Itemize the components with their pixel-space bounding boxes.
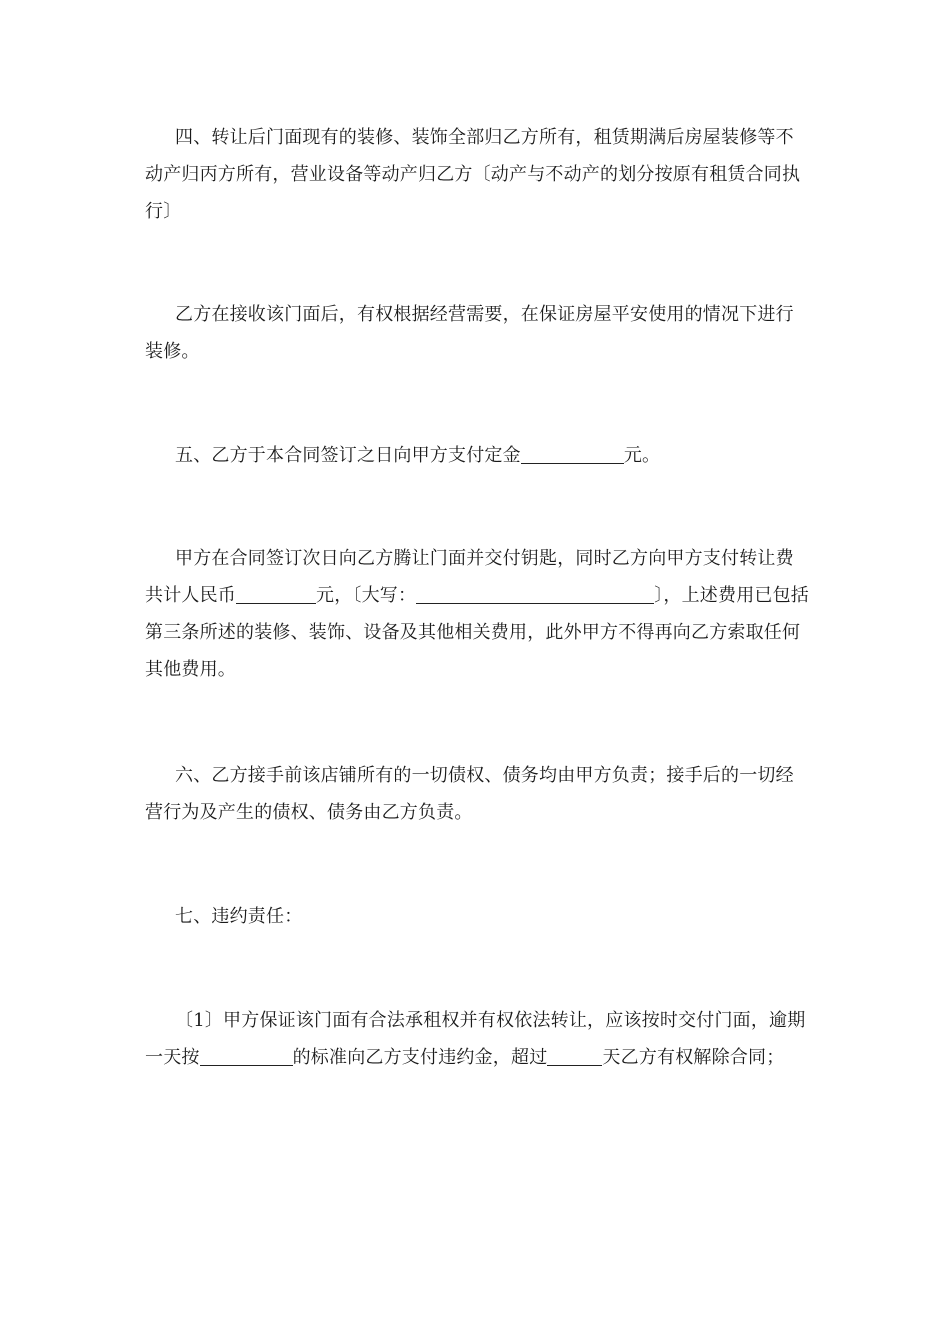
- clause-7-1: [145, 1002, 810, 1076]
- penalty-rate-blank: [200, 1043, 293, 1066]
- overdue-days-blank: [547, 1043, 602, 1066]
- transfer-fee-amount-blank: [236, 581, 316, 604]
- clause-4-renovation: 乙方在接收该门面后，有权根据经营需要，在保证房屋平安使用的情况下进行装修。: [145, 304, 794, 362]
- clause-7-1-text-2: 的标准向乙方支付违约金，超过: [292, 1047, 548, 1068]
- clause-5-deposit: [145, 437, 810, 474]
- transfer-fee-text-1: 甲方在合同签订次日向乙方腾让门面并交付钥匙，同时乙方向甲方支付转让费共计人民币: [145, 548, 794, 606]
- clause-7-heading: 七、违约责任：: [175, 906, 303, 927]
- transfer-fee-uppercase-blank: [416, 581, 654, 604]
- clause-5-text-before: 五、乙方于本合同签订之日向甲方支付定金: [175, 445, 521, 466]
- clause-4: 四、转让后门面现有的装修、装饰全部归乙方所有，租赁期满后房屋装修等不动产归丙方所有，营业设备等动产归乙方〔动产与不动产的划分按原有租赁合同执行〕: [145, 127, 801, 222]
- transfer-fee-text-3: 〕，上述费用已包括第三条所述的装修、装饰、设备及其他相关费用，此外甲方不得再向乙方索取任何其他费用。: [145, 585, 810, 680]
- clause-6-debts: 六、乙方接手前该店铺所有的一切债权、债务均由甲方负责；接手后的一切经营行为及产生的债权、债务由乙方负责。: [145, 765, 794, 823]
- clause-5-text-after: 元。: [623, 445, 661, 466]
- clause-5-transfer-fee: [145, 540, 810, 688]
- transfer-fee-text-2: 元，〔大写：: [316, 585, 417, 606]
- clause-7-1-text-1: 〔1〕甲方保证该门面有合法承租权并有权依法转让，应该按时交付门面，逾期一天按: [145, 1010, 806, 1068]
- clause-7-1-text-3: 天乙方有权解除合同；: [602, 1047, 785, 1068]
- deposit-amount-blank: [521, 441, 624, 464]
